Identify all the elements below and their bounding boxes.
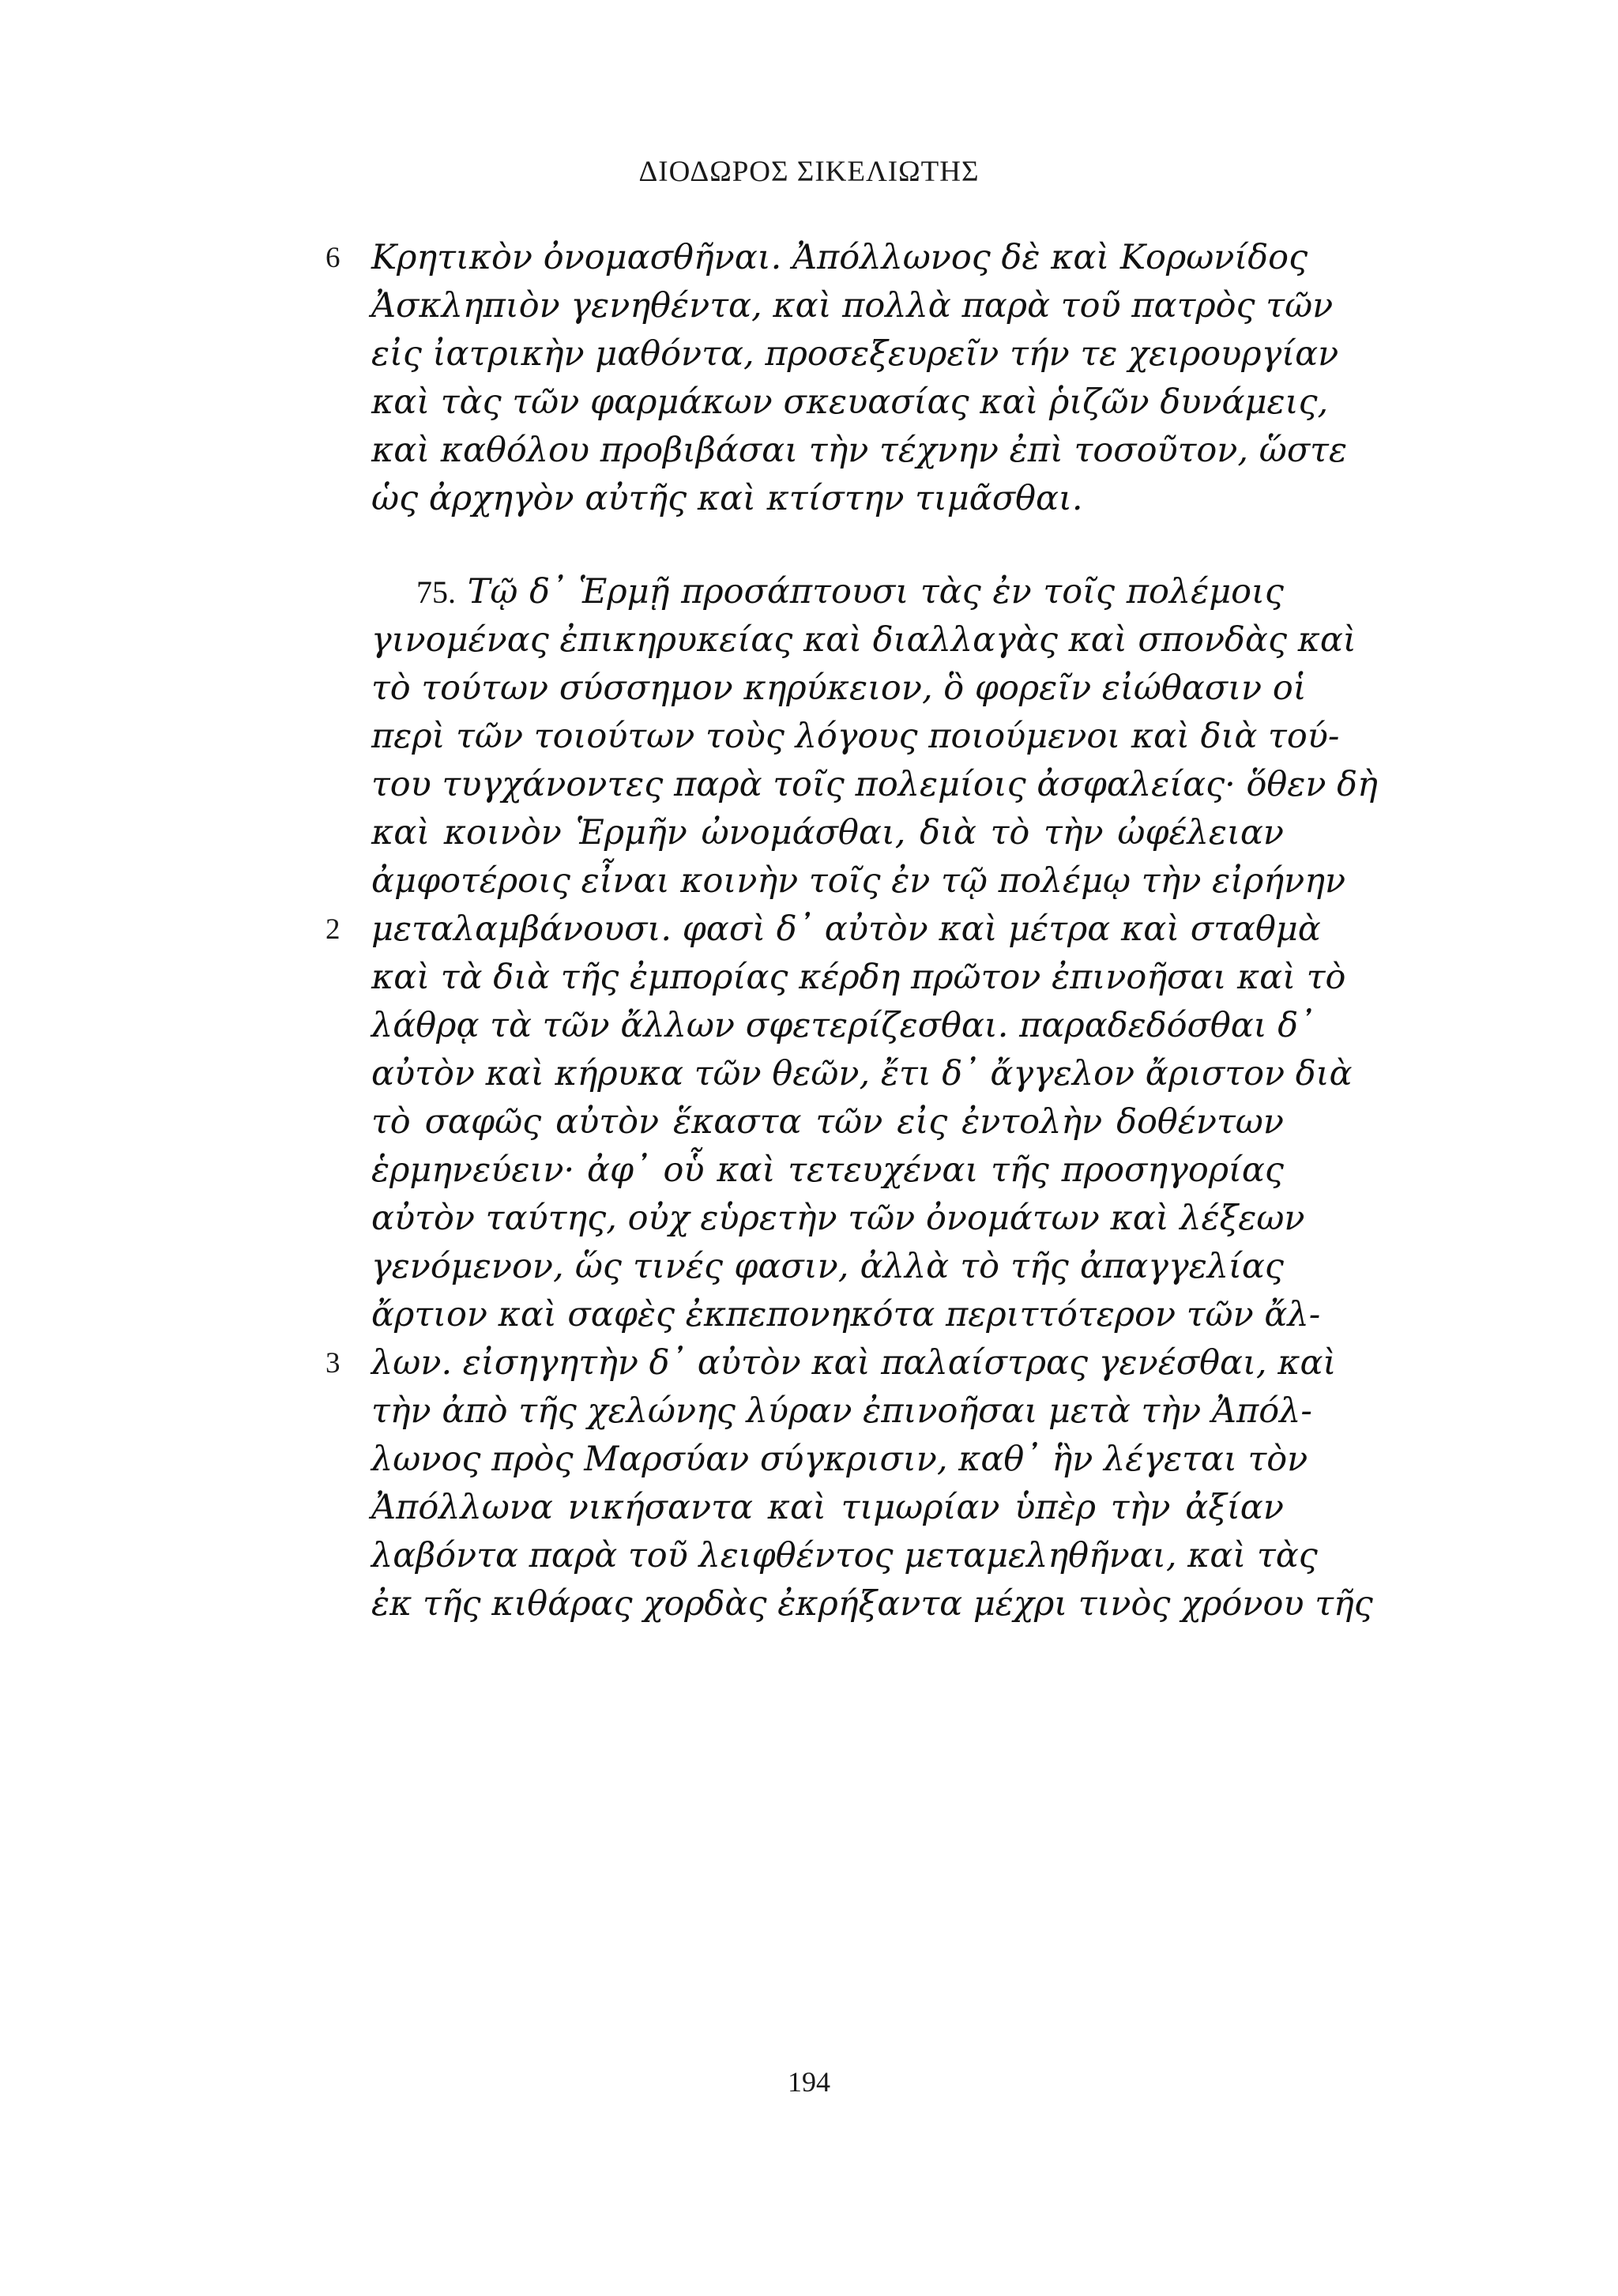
text-line: καὶ κοινὸν Ἑρμῆν ὠνομάσθαι, διὰ τὸ τὴν ὠφέλειαν [371,813,1284,853]
text-line: αὐτὸν καὶ κήρυκα τῶν θεῶν, ἔτι δ᾽ ἄγγελον ἄριστον διὰ [371,1054,1353,1093]
chapter-first-line [371,568,1284,616]
text-line: τὸ τούτων σύσσημον κηρύκειον, ὃ φορεῖν εἰώθασιν οἱ [371,668,1307,708]
text-line: ἀμφοτέροις εἶναι κοινὴν τοῖς ἐν τῷ πολέμῳ τὴν εἰρήνην [371,861,1346,901]
text-line [325,234,1308,282]
text-line [325,905,1321,954]
text-line: καὶ καθόλου προβιβάσαι τὴν τέχνην ἐπὶ τοσοῦτον, ὥστε [371,431,1348,470]
text-line: τὸ σαφῶς αὐτὸν ἕκαστα τῶν εἰς ἐντολὴν δοθέντων [371,1102,1284,1142]
text-line: αὐτὸν ταύτης, οὐχ εὑρετὴν τῶν ὀνομάτων καὶ λέξεων [371,1199,1305,1238]
text-line: λάθρᾳ τὰ τῶν ἄλλων σφετερίζεσθαι. παραδεδόσθαι δ᾽ [371,1006,1315,1045]
paragraph-gap [371,523,1284,568]
main-text [325,234,1378,1628]
text-line: γενόμενον, ὥς τινές φασιν, ἀλλὰ τὸ τῆς ἀπαγγελίας [371,1247,1284,1286]
running-head: ΔΙΟΔΩΡΟΣ ΣΙΚΕΛΙΩΤΗΣ [638,156,980,188]
text-line: Ἀπόλλωνα νικήσαντα καὶ τιμωρίαν ὑπὲρ τὴν ἀξίαν [371,1488,1284,1527]
section-marker: 2 [325,913,341,946]
text-line: περὶ τῶν τοιούτων τοὺς λόγους ποιούμενοι καὶ διὰ τού- [371,717,1340,756]
text-line: ὡς ἀρχηγὸν αὐτῆς καὶ κτίστην τιμᾶσθαι. [371,479,1083,518]
section-marker: 3 [325,1347,341,1379]
text-line: ἑρμηνεύειν· ἀφ᾽ οὗ καὶ τετευχέναι τῆς προσηγορίας [371,1150,1284,1190]
text-line: καὶ τὰς τῶν φαρμάκων σκευασίας καὶ ῥιζῶν δυνάμεις, [371,382,1329,422]
text-line: λαβόντα παρὰ τοῦ λειφθέντος μεταμεληθῆναι, καὶ τὰς [371,1536,1318,1575]
text-line: ἐκ τῆς κιθάρας χορδὰς ἐκρήξαντα μέχρι τινὸς χρόνου τῆς [371,1584,1373,1624]
text-line: ἄρτιον καὶ σαφὲς ἐκπεπονηκότα περιττότερον τῶν ἄλ- [371,1295,1321,1334]
line-text: Τῷ δ᾽ Ἑρμῇ προσάπτουσι τὰς ἐν τοῖς πολέμοις [467,572,1284,612]
chapter-number: 75. [416,574,456,610]
text-line: λωνος πρὸς Μαρσύαν σύγκρισιν, καθ᾽ ἣν λέγεται τὸν [371,1440,1308,1479]
text-line: Ἀσκληπιὸν γενηθέντα, καὶ πολλὰ παρὰ τοῦ πατρὸς τῶν [371,286,1334,326]
line-text: μεταλαμβάνουσι. φασὶ δ᾽ αὐτὸν καὶ μέτρα καὶ σταθμὰ [371,909,1321,949]
text-line: εἰς ἰατρικὴν μαθόντα, προσεξευρεῖν τήν τε χειρουργίαν [371,334,1339,374]
page-number: 194 [788,2066,830,2098]
text-line: καὶ τὰ διὰ τῆς ἐμπορίας κέρδη πρῶτον ἐπινοῆσαι καὶ τὸ [371,958,1346,997]
text-line: γινομένας ἐπικηρυκείας καὶ διαλλαγὰς καὶ σπονδὰς καὶ [371,620,1356,660]
section-marker: 6 [325,242,341,274]
line-text: Κρητικὸν ὀνομασθῆναι. Ἀπόλλωνος δὲ καὶ Κορωνίδος [371,238,1308,277]
text-line: του τυγχάνοντες παρὰ τοῖς πολεμίοις ἀσφαλείας· ὅθεν δὴ [371,765,1378,804]
text-line [325,1339,1337,1387]
text-line: τὴν ἀπὸ τῆς χελώνης λύραν ἐπινοῆσαι μετὰ τὴν Ἀπόλ- [371,1391,1312,1431]
line-text: λων. εἰσηγητὴν δ᾽ αὐτὸν καὶ παλαίστρας γενέσθαι, καὶ [371,1343,1337,1383]
